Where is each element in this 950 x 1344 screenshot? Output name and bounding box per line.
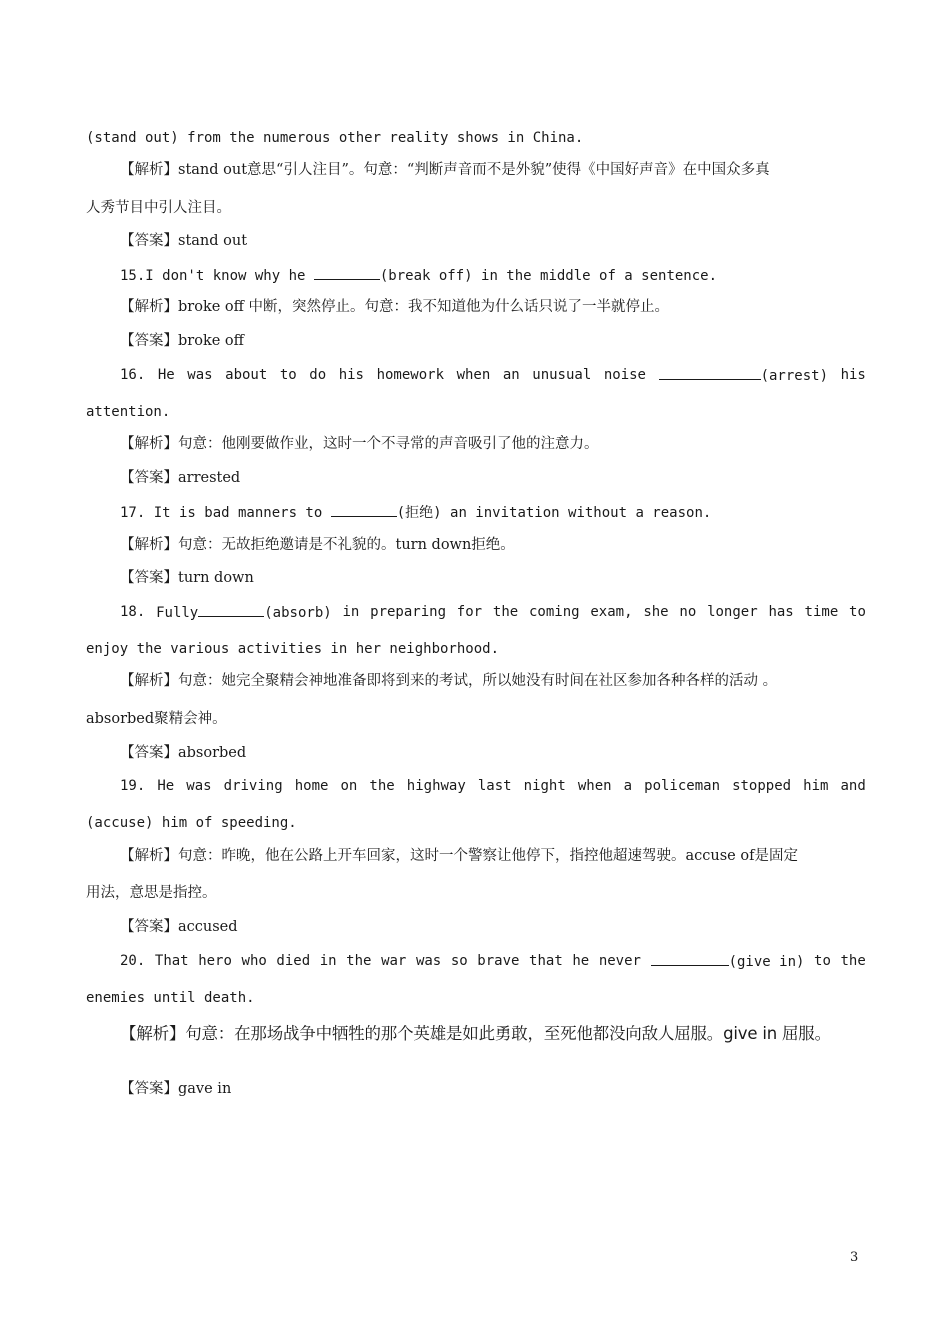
word: a — [623, 778, 633, 794]
word: his — [840, 367, 866, 383]
question-20 — [120, 951, 866, 972]
word: He — [157, 778, 175, 794]
word: do — [309, 367, 327, 383]
answer-blank — [198, 602, 264, 617]
word: for — [456, 604, 483, 620]
answer-line: 【答案】arrested — [120, 470, 241, 486]
word: time — [804, 604, 839, 620]
text-line: (accuse) him of speeding. — [86, 815, 297, 831]
question-15 — [120, 265, 866, 286]
explanation-line: 【解析】句意：她完全聚精会神地准备即将到来的考试，所以她没有时间在社区参加各种各样的活动 。 — [120, 673, 778, 689]
explanation-line: absorbed聚精会神。 — [86, 711, 227, 727]
text-line: attention. — [86, 404, 171, 420]
word: the — [369, 778, 395, 794]
explanation-line: 人秀节目中引人注目。 — [86, 200, 231, 216]
answer-line: 【答案】broke off — [120, 333, 244, 349]
word: was — [187, 367, 213, 383]
word: in — [342, 604, 360, 620]
word: the — [346, 953, 372, 969]
word: 20. — [120, 953, 146, 969]
answer-blank — [651, 951, 729, 966]
word: unusual — [532, 367, 592, 383]
text-line: enemies until death. — [86, 990, 255, 1006]
word: longer — [707, 604, 758, 620]
word: to — [849, 604, 866, 620]
question-text: (拒绝) an invitation without a reason. — [396, 505, 712, 521]
answer-line: 【答案】gave in — [120, 1081, 232, 1097]
question-19 — [120, 776, 866, 796]
question-text: 17. It is bad manners to — [120, 505, 323, 521]
word: he — [572, 953, 590, 969]
page-number: 3 — [850, 1250, 859, 1265]
answer-blank — [331, 502, 397, 517]
word: homework — [376, 367, 444, 383]
answer-line: 【答案】turn down — [120, 570, 254, 586]
question-17 — [120, 502, 866, 523]
word: when — [456, 367, 491, 383]
word: coming — [528, 604, 580, 620]
word: on — [340, 778, 358, 794]
explanation-line: 【解析】句意：他刚要做作业，这时一个不寻常的声音吸引了他的注意力。 — [120, 436, 599, 452]
word: policeman — [644, 778, 720, 794]
word: night — [523, 778, 566, 794]
word: highway — [406, 778, 466, 794]
word: driving — [223, 778, 283, 794]
word: so — [450, 953, 468, 969]
explanation-line: 用法，意思是指控。 — [86, 885, 217, 901]
word: she — [643, 604, 669, 620]
answer-blank — [314, 265, 380, 280]
word: He — [157, 367, 175, 383]
word: 18. — [120, 604, 146, 620]
answer-line: 【答案】absorbed — [120, 745, 247, 761]
explanation-line: 【解析】句意：在那场战争中牺牲的那个英雄是如此勇敢，至死他都没向敌人屈服。give in 屈服。 — [120, 1024, 831, 1043]
question-18 — [120, 602, 866, 623]
word: (give in) — [728, 954, 805, 970]
explanation-line: 【解析】broke off 中断，突然停止。句意：我不知道他为什么话只说了一半就停止。 — [120, 299, 670, 315]
word: stopped — [732, 778, 792, 794]
word: home — [294, 778, 329, 794]
word: preparing — [370, 604, 446, 620]
word: was — [186, 778, 212, 794]
word: hero — [198, 953, 232, 969]
explanation-line: 【解析】句意：无故拒绝邀请是不礼貌的。turn down拒绝。 — [120, 537, 515, 553]
question-16 — [120, 365, 866, 386]
word: his — [338, 367, 364, 383]
word: brave — [477, 953, 520, 969]
word: (absorb) — [264, 605, 332, 621]
word: when — [577, 778, 612, 794]
word: has — [768, 604, 794, 620]
word: (arrest) — [760, 368, 828, 384]
explanation-line: 【解析】句意：昨晚，他在公路上开车回家，这时一个警察让他停下，指控他超速驾驶。accuse of是固定 — [120, 848, 798, 864]
word: the — [492, 604, 519, 620]
word: never — [598, 953, 641, 969]
word: in — [319, 953, 337, 969]
word: an — [502, 367, 520, 383]
word: 19. — [120, 778, 146, 794]
explanation-line: 【解析】stand out意思“引人注目”。句意：“判断声音而不是外貌”使得《中国好声音》在中国众多真 — [120, 162, 770, 178]
word: was — [415, 953, 442, 969]
word: That — [154, 953, 189, 969]
word: war — [381, 953, 407, 969]
answer-line: 【答案】accused — [120, 919, 238, 935]
question-text: 15.I don't know why he — [120, 268, 306, 284]
word: last — [477, 778, 512, 794]
word: noise — [603, 367, 646, 383]
word: to — [279, 367, 297, 383]
word: him — [803, 778, 829, 794]
word: died — [276, 953, 311, 969]
text-line: (stand out) from the numerous other reality shows in China. — [86, 130, 584, 146]
word: that — [529, 953, 563, 969]
text-line: enjoy the various activities in her neighborhood. — [86, 641, 500, 657]
word: exam, — [590, 604, 633, 620]
word: no — [679, 604, 697, 620]
word: 16. — [120, 367, 146, 383]
answer-blank — [659, 365, 761, 380]
word: Fully — [156, 605, 199, 621]
word: and — [840, 778, 866, 794]
word: the — [840, 953, 866, 969]
answer-line: 【答案】stand out — [120, 233, 248, 249]
question-text: (break off) in the middle of a sentence. — [379, 268, 718, 284]
word: to — [814, 953, 831, 969]
word: about — [225, 367, 268, 383]
word: who — [241, 953, 267, 969]
